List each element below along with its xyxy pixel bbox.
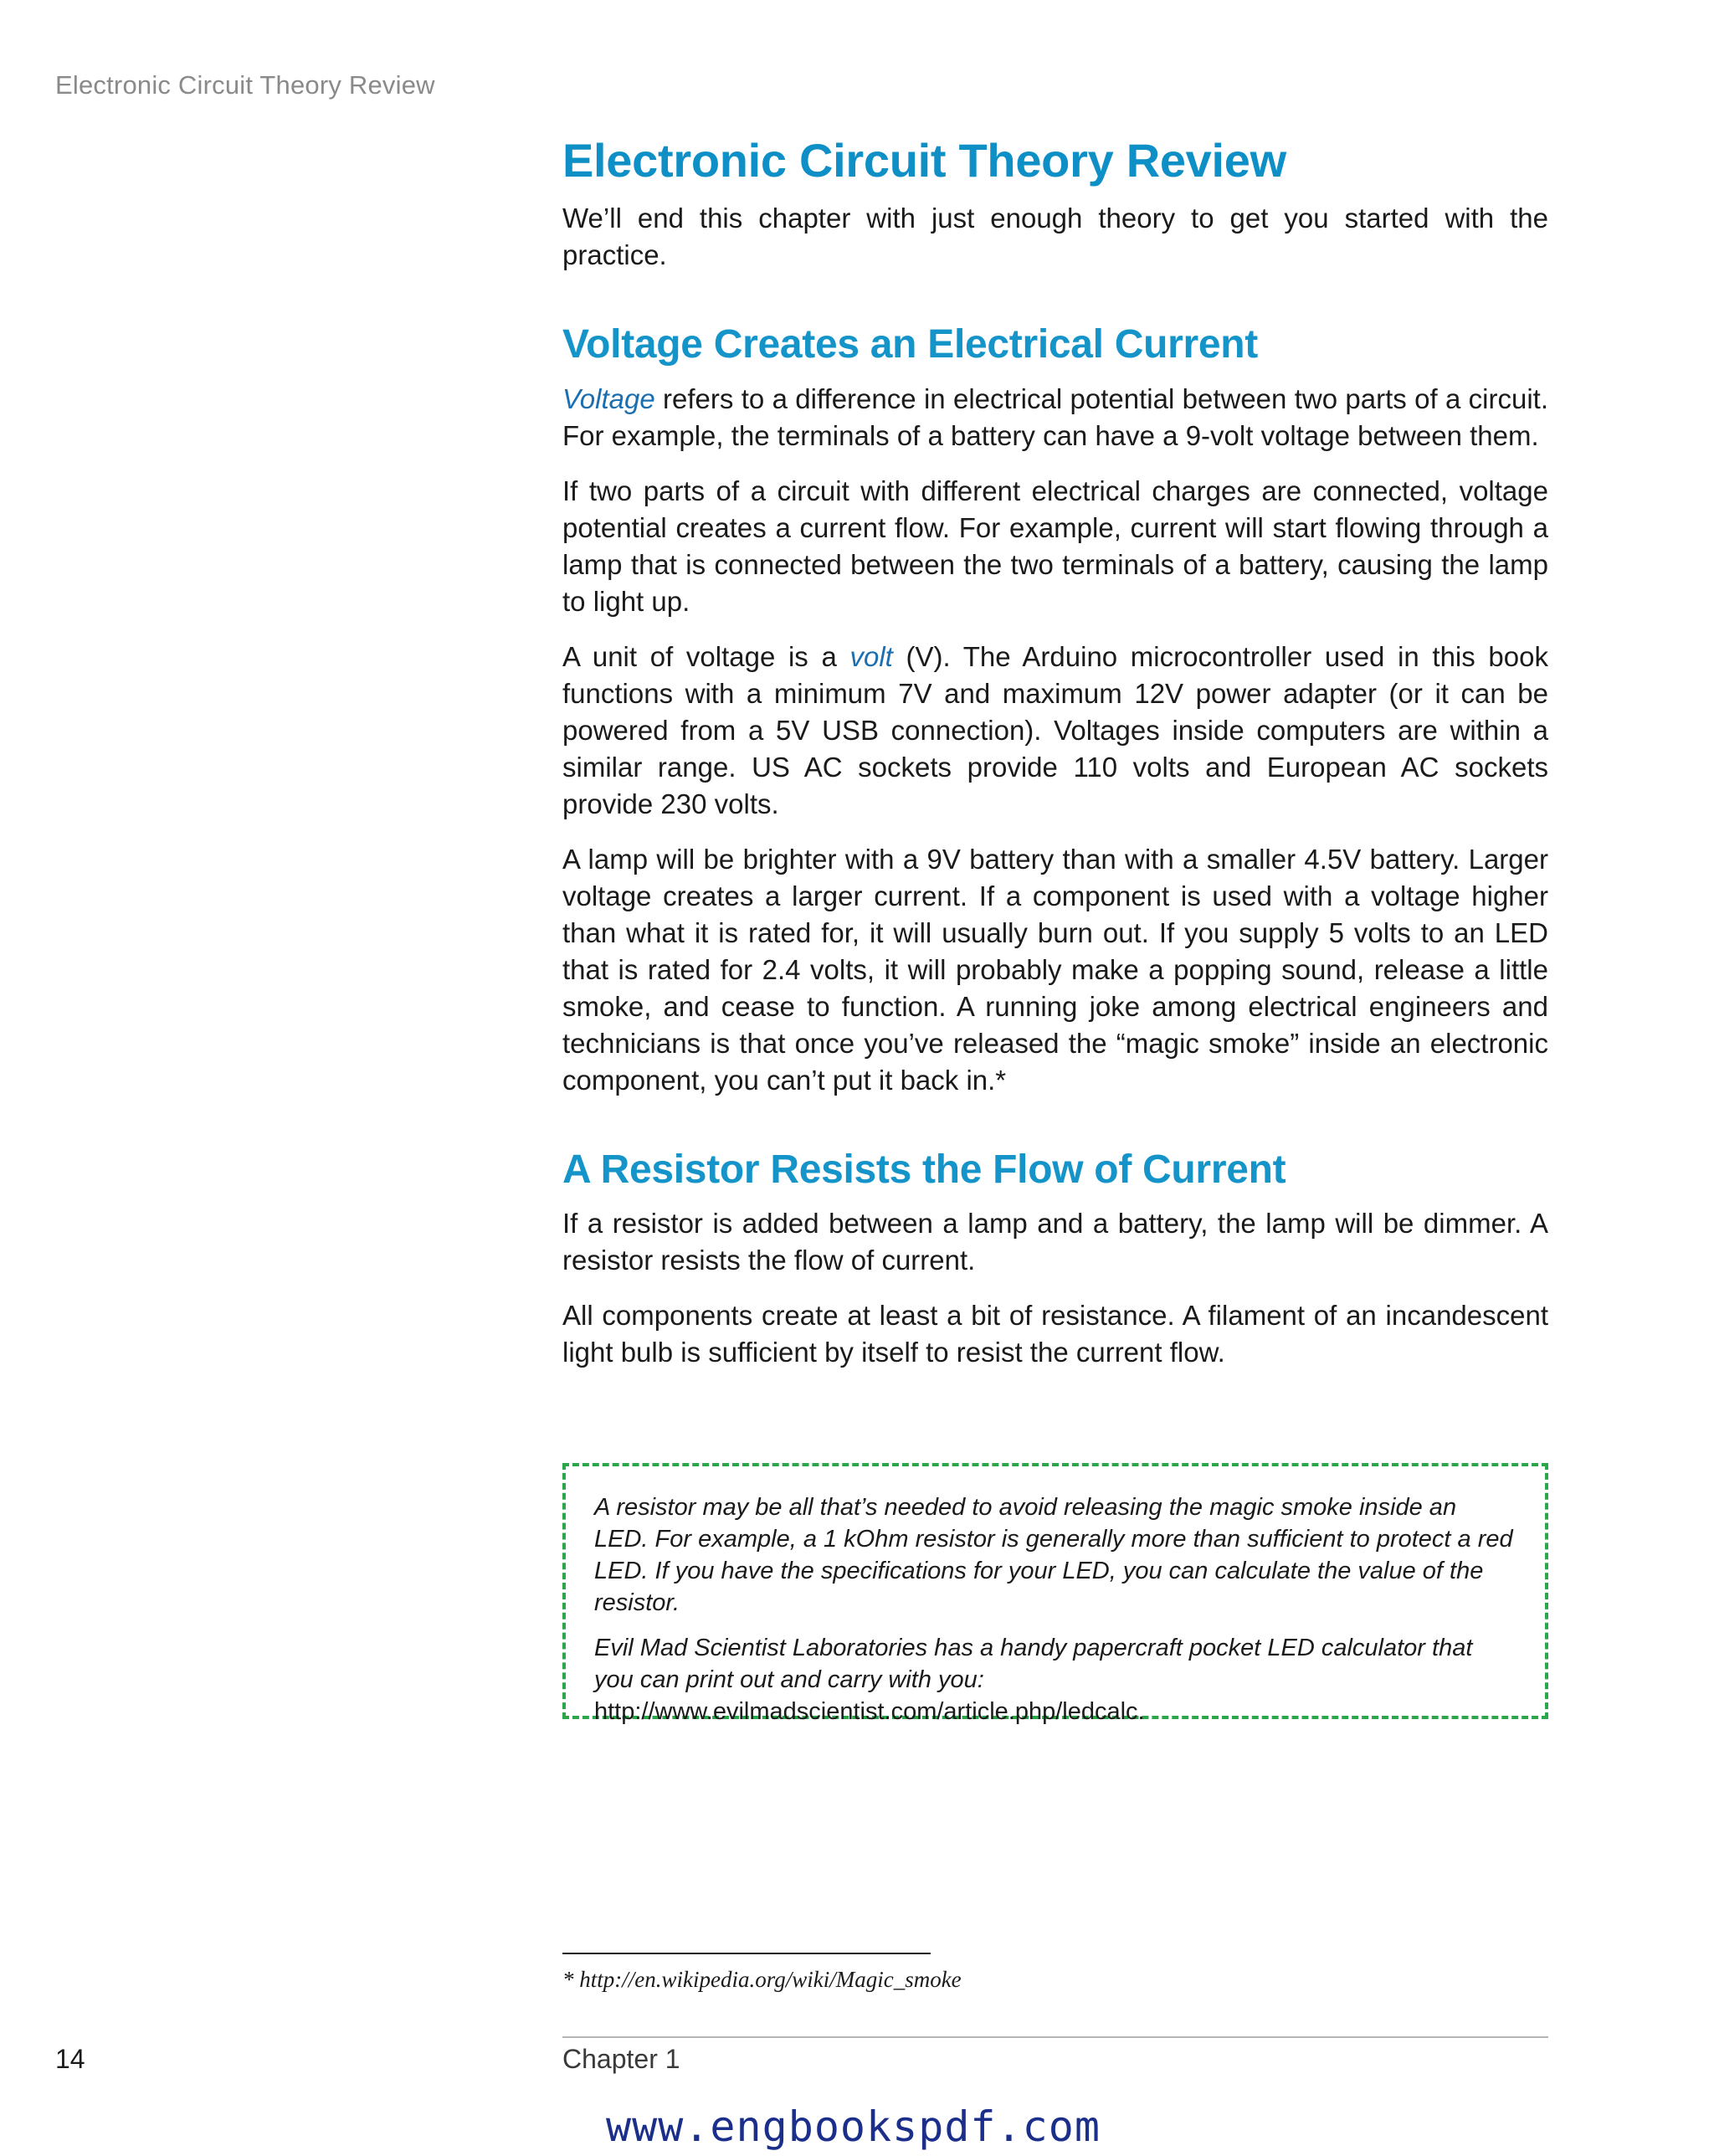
tip-note-paragraph-1: A resistor may be all that’s needed to avoid releasing the magic smoke inside an LED. For example, a 1 kOhm resistor is generally more than sufficient to protect a red LED. If you have the specifications for your LED, you can calculate the value of the resistor. <box>594 1494 1513 1616</box>
resistor-heading: A Resistor Resists the Flow of Current <box>562 1147 1286 1192</box>
resistor-paragraph-1: If a resistor is added between a lamp and a battery, the lamp will be dimmer. A resistor resists the flow of current. <box>562 1208 1548 1276</box>
voltage-paragraph-1 <box>562 381 1548 454</box>
watermark: www.engbookspdf.com <box>606 2102 1101 2151</box>
running-head: Electronic Circuit Theory Review <box>55 70 435 100</box>
volt-term: volt <box>849 640 893 672</box>
intro-paragraph: We’ll end this chapter with just enough theory to get you started with the practice. <box>562 203 1548 271</box>
ledcalc-link[interactable]: http://www.evilmadscientist.com/article.php/ledcalc. <box>594 1698 1145 1725</box>
voltage-paragraph-3-lead: A unit of voltage is a <box>562 640 850 672</box>
footnote: * http://en.wikipedia.org/wiki/Magic_smoke <box>562 1967 962 1992</box>
page-number: 14 <box>55 2044 85 2074</box>
section-title: Electronic Circuit Theory Review <box>562 134 1286 187</box>
voltage-heading: Voltage Creates an Electrical Current <box>562 322 1258 367</box>
tip-note-box <box>562 1463 1548 1725</box>
tip-note-paragraph-2-text: Evil Mad Scientist Laboratories has a handy papercraft pocket LED calculator that you can print out and carry with you: <box>594 1635 1473 1693</box>
tip-note-paragraph-2 <box>594 1632 1516 1727</box>
voltage-paragraph-1-text: refers to a difference in electrical potential between two parts of a circuit. For example, the terminals of a battery can have a 9-volt voltage between them. <box>562 382 1548 451</box>
main-content <box>562 132 1548 1371</box>
voltage-paragraph-3-text: (V). The Arduino microcontroller used in this book functions with a minimum 7V and maximum 12V power adapter (or it can be powered from a 5V USB connection). Voltages inside computers are within a similar range. US AC sockets provide 110 volts and European AC sockets provide 230 volts. <box>562 640 1548 819</box>
voltage-paragraph-2: If two parts of a circuit with different electrical charges are connected, voltage potential creates a current flow. For example, current will start flowing through a lamp that is connected between the two terminals of a battery, causing the lamp to light up. <box>562 475 1548 617</box>
voltage-term: Voltage <box>562 382 655 414</box>
resistor-paragraph-2: All components create at least a bit of resistance. A filament of an incandescent light bulb is sufficient by itself to resist the current flow. <box>562 1300 1548 1368</box>
footnote-divider <box>562 1953 931 1954</box>
voltage-paragraph-3 <box>562 639 1548 823</box>
chapter-label: Chapter 1 <box>562 2044 680 2074</box>
footer-divider <box>562 2036 1548 2038</box>
voltage-paragraph-4: A lamp will be brighter with a 9V battery than with a smaller 4.5V battery. Larger voltage creates a larger current. If a component is used with a voltage higher than what it is rated for, it will usually burn out. If you supply 5 volts to an LED that is rated for 2.4 volts, it will probably make a popping sound, release a little smoke, and cease to function. A running joke among electrical engineers and technicians is that once you’ve released the “magic smoke” inside an electronic component, you can’t put it back in.* <box>562 843 1548 1096</box>
